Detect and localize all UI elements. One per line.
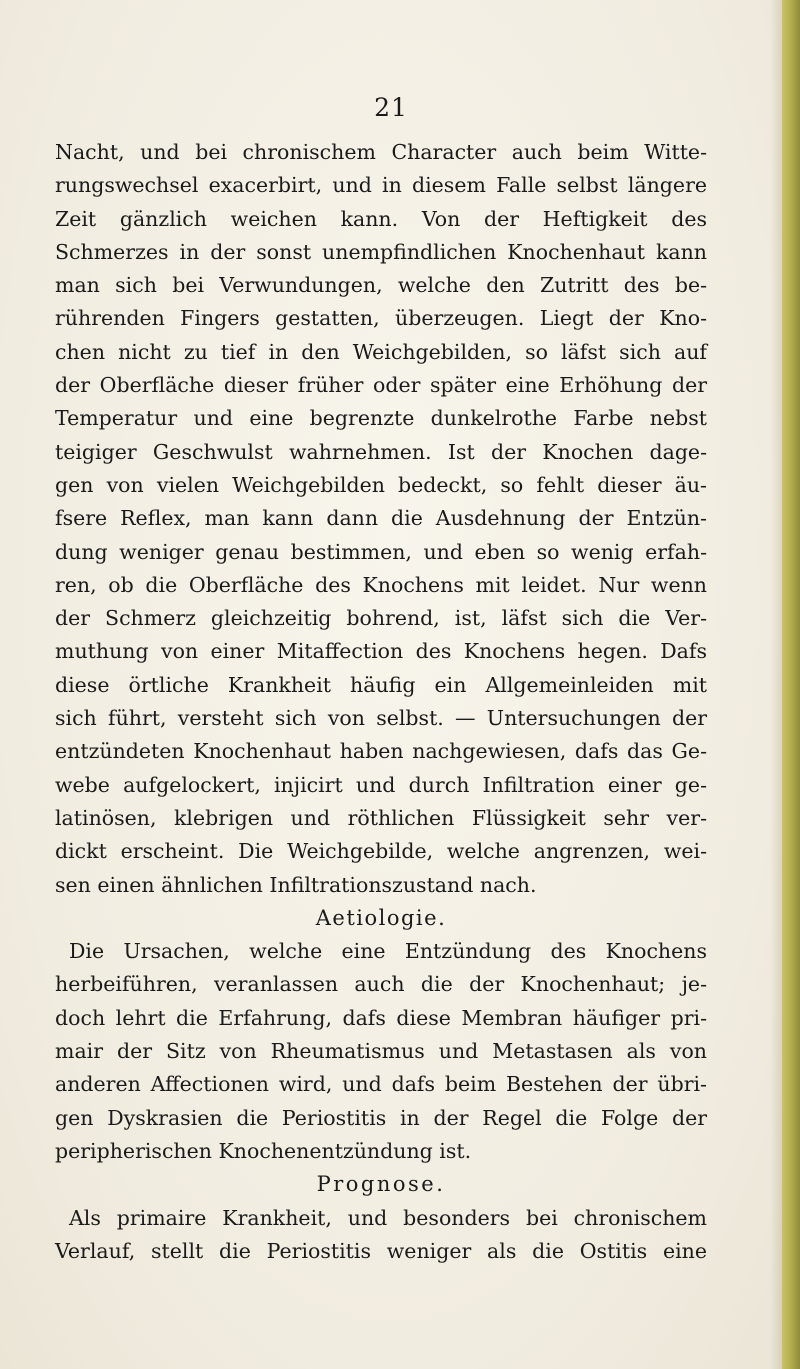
- book-edge-strip: [782, 0, 800, 1369]
- text-line: peripherischen Knochenentzündung ist.: [55, 1138, 472, 1163]
- paragraph-prognose: [55, 1202, 707, 1269]
- text-line: muthung von einer Mitaffection des Knochens hegen. Dafs: [55, 639, 707, 664]
- text-line: Temperatur und eine begrenzte dunkelrothe Farbe nebst: [55, 406, 707, 431]
- text-line: ren, ob die Oberfläche des Knochens mit leidet. Nur wenn: [55, 572, 707, 597]
- section-heading-prognose: Prognose.: [316, 1172, 446, 1197]
- text-line: Zeit gänzlich weichen kann. Von der Heftigkeit des: [55, 206, 707, 231]
- text-line: Die Ursachen, welche eine Entzündung des Knochens: [69, 939, 707, 964]
- text-line: entzündeten Knochenhaut haben nachgewiesen, dafs das Ge-: [55, 739, 707, 764]
- text-line: fsere Reflex, man kann dann die Ausdehnung der Entzün-: [55, 506, 707, 531]
- text-line: teigiger Geschwulst wahrnehmen. Ist der Knochen dage-: [55, 439, 707, 464]
- text-line: webe aufgelockert, injicirt und durch Infiltration einer ge-: [55, 772, 707, 797]
- text-line: diese örtliche Krankheit häufig ein Allgemeinleiden mit: [55, 672, 707, 697]
- text-line: doch lehrt die Erfahrung, dafs diese Membran häufiger pri-: [55, 1005, 707, 1030]
- section-heading-aetiologie: Aetiologie.: [315, 905, 447, 930]
- text-line: gen von vielen Weichgebilden bedeckt, so fehlt dieser äu-: [55, 472, 707, 497]
- text-line: der Oberfläche dieser früher oder später eine Erhöhung der: [55, 373, 707, 398]
- page-gutter-shadow: [770, 0, 782, 1369]
- text-line: herbeiführen, veranlassen auch die der Knochenhaut; je-: [55, 972, 707, 997]
- text-line: Verlauf, stellt die Periostitis weniger als die Ostitis eine: [55, 1238, 707, 1263]
- text-line: anderen Affectionen wird, und dafs beim Bestehen der übri-: [55, 1072, 707, 1097]
- text-line: man sich bei Verwundungen, welche den Zutritt des be-: [55, 273, 707, 298]
- text-line: dickt erscheint. Die Weichgebilde, welche angrenzen, wei-: [55, 839, 707, 864]
- paragraph-aetiologie: [55, 935, 707, 1168]
- text-line: chen nicht zu tief in den Weichgebilden, so läfst sich auf: [55, 339, 707, 364]
- text-line: sen einen ähnlichen Infiltrationszustand nach.: [55, 872, 537, 897]
- text-line: rungswechsel exacerbirt, und in diesem Falle selbst längere: [55, 173, 707, 198]
- text-line: rührenden Fingers gestatten, überzeugen. Liegt der Kno-: [55, 306, 707, 331]
- text-line: Als primaire Krankheit, und besonders bei chronischem: [69, 1205, 707, 1230]
- page-number: 21: [374, 93, 408, 122]
- text-line: sich führt, versteht sich von selbst. — Untersuchungen der: [55, 706, 707, 731]
- text-line: latinösen, klebrigen und röthlichen Flüssigkeit sehr ver-: [55, 805, 707, 830]
- text-line: mair der Sitz von Rheumatismus und Metastasen als von: [55, 1039, 707, 1064]
- paragraph-continued: [55, 136, 707, 902]
- text-line: der Schmerz gleichzeitig bohrend, ist, läfst sich die Ver-: [55, 606, 707, 631]
- page-text: [55, 136, 707, 1268]
- text-line: dung weniger genau bestimmen, und eben so wenig erfah-: [55, 539, 707, 564]
- text-line: Schmerzes in der sonst unempfindlichen Knochenhaut kann: [55, 239, 707, 264]
- text-line: Nacht, und bei chronischem Character auch beim Witte-: [55, 140, 707, 164]
- text-line: gen Dyskrasien die Periostitis in der Regel die Folge der: [55, 1105, 707, 1130]
